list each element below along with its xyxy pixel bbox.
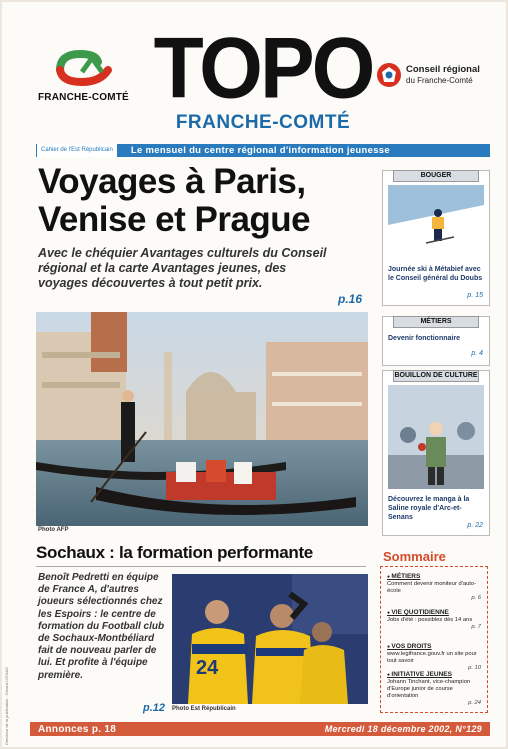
sochaux-photo-credit: Photo Est Républicain	[172, 706, 236, 712]
jersey-number: 24	[196, 657, 219, 679]
manga-illustration	[388, 385, 484, 489]
sommaire-item-head: ● MÉTIERS	[387, 573, 481, 581]
box-bouger-text: Journée ski à Métabief avec le Conseil général du Doubs	[388, 266, 483, 282]
sommaire-item-text: Comment devenir moniteur d'auto-école	[387, 581, 477, 594]
sommaire-item-text: Johann Tinchant, vice-champion d'Europe junior de course d'orientation	[387, 679, 471, 699]
box-culture[interactable]	[382, 370, 490, 536]
sochaux-page-ref: p.12	[143, 702, 166, 714]
region-line2: du Franche-Comté	[406, 76, 473, 85]
sommaire-item-page: p. 10	[468, 665, 481, 671]
box-bouger-page: p. 15	[467, 292, 483, 299]
box-metiers[interactable]	[382, 316, 490, 366]
box-metiers-page: p. 4	[471, 350, 483, 357]
sommaire-item-page: p. 7	[471, 624, 481, 630]
sommaire-item-page: p. 24	[468, 700, 481, 706]
info-band	[36, 144, 490, 157]
sommaire-item-head: ● VOS DROITS	[387, 643, 481, 651]
sommaire-item-head: ● VIE QUOTIDIENNE	[387, 609, 481, 617]
cahier-label: Cahier de l'Est Républicain	[37, 144, 117, 157]
sommaire-item-text: www.legifrance.gouv.fr un site pour tout savoir	[387, 651, 477, 664]
box-culture-page: p. 22	[467, 522, 483, 529]
credit-agricole-logo	[52, 48, 114, 88]
sommaire-title: Sommaire	[383, 549, 446, 564]
footer-band	[30, 722, 490, 736]
lead-photo-credit: Photo AFP	[38, 527, 69, 533]
box-bouger-tag: BOUGER	[393, 170, 479, 182]
venice-gondola-photo	[36, 312, 368, 526]
box-bouger[interactable]	[382, 170, 490, 306]
sommaire-item[interactable]	[387, 671, 481, 707]
sochaux-headline: Sochaux : la formation performante	[36, 543, 313, 562]
box-culture-tag: BOUILLON DE CULTURE	[393, 370, 479, 382]
issue-date: Mercredi 18 décembre 2002, N°129	[324, 724, 482, 734]
sochaux-divider	[36, 566, 366, 567]
sommaire-item[interactable]	[387, 573, 481, 602]
sochaux-text: Benoît Pedretti en équipe de France A, d'autres joueurs sélectionnés chez les Espoirs : le centre de formation du Football club de Sochaux-Montbéliard fait de nouveau parler de lui. Et profite à l'équipe première.	[38, 572, 165, 681]
sommaire-item-text: Jobs d'été : possibles dès 14 ans	[387, 617, 473, 623]
box-culture-text: Découvrez le manga à la Saline royale d'Arc-et-Senans	[388, 496, 470, 521]
sommaire-item[interactable]	[387, 609, 481, 631]
ca-caption: FRANCHE-COMTÉ	[38, 92, 129, 103]
annonces-label: Annonces p. 18	[38, 723, 117, 735]
football-players-photo	[172, 574, 368, 704]
lead-page-ref: p.16	[338, 292, 363, 306]
sommaire-item-head: ● INITIATIVE JEUNES	[387, 671, 481, 679]
region-line1: Conseil régional	[406, 64, 480, 75]
box-metiers-tag: MÉTIERS	[393, 316, 479, 328]
publication-credit: Directeur de la publication : Gérard LIGNAC	[4, 666, 9, 745]
sommaire-item-page: p. 6	[471, 595, 481, 601]
masthead-subtitle: FRANCHE-COMTÉ	[175, 112, 351, 133]
sommaire-item[interactable]	[387, 643, 481, 672]
mensuel-label: Le mensuel du centre régional d'information jeunesse	[130, 145, 390, 156]
sommaire-box	[380, 566, 488, 713]
conseil-regional-logo	[376, 62, 402, 88]
lead-headline: Voyages à Paris, Venise et Prague	[38, 162, 311, 239]
masthead-title: TOPO	[153, 20, 373, 117]
lead-standfirst: Avec le chéquier Avantages culturels du Conseil régional et la carte Avantages jeunes, des voyages découvertes à tout petit prix.	[38, 246, 327, 290]
ski-photo	[388, 185, 484, 259]
conseil-regional-label	[406, 64, 496, 86]
box-metiers-text: Devenir fonctionnaire	[388, 335, 460, 342]
